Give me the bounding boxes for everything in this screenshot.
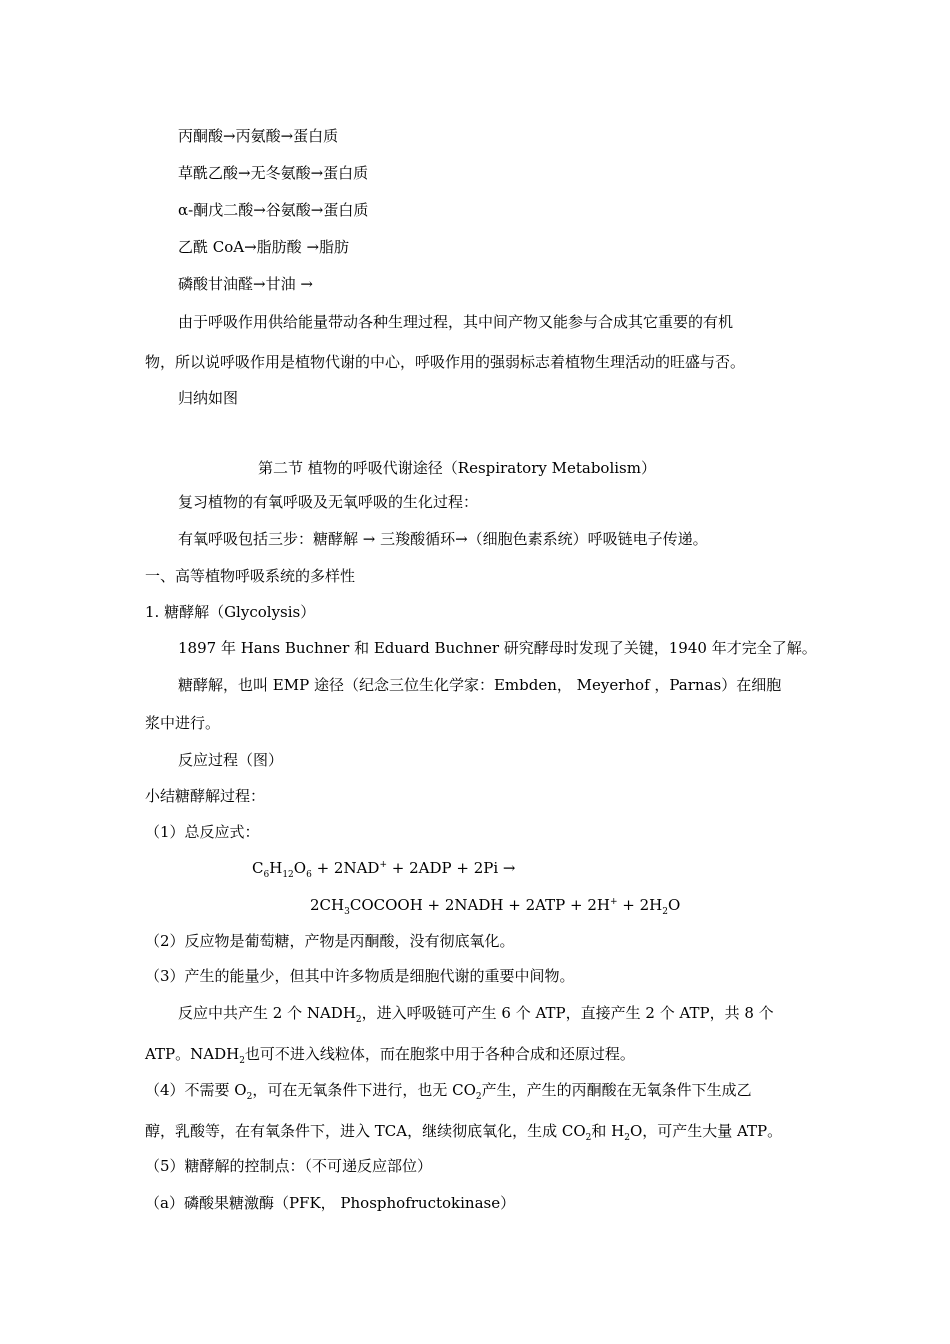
reaction-process: 反应过程（图）: [178, 751, 284, 769]
history-sentence: 1897 年 Hans Buchner 和 Eduard Buchner 研究酵母时发现了关键，1940 年才完全了解。: [178, 639, 817, 657]
pathway-line-3: α-酮戊二酸→谷氨酸→蛋白质: [178, 201, 369, 219]
item-2: （2）反应物是葡萄糖，产物是丙酮酸，没有彻底氧化。: [145, 932, 515, 950]
section-title: 第二节 植物的呼吸代谢途径（Respiratory Metabolism）: [258, 459, 656, 477]
item-5: （5）糖酵解的控制点：（不可递反应部位）: [145, 1157, 433, 1175]
summary-heading: 小结糖酵解过程：: [145, 787, 266, 805]
paragraph-respiration-line2: 物，所以说呼吸作用是植物代谢的中心，呼吸作用的强弱标志着植物生理活动的旺盛与否。: [145, 353, 746, 371]
review-sentence: 复习植物的有氧呼吸及无氧呼吸的生化过程：: [178, 493, 479, 511]
item-1-overall-reaction: （1）总反应式：: [145, 823, 260, 841]
pathway-line-4: 乙酰 CoA→脂肪酸 →脂肪: [178, 238, 350, 256]
emp-line2: 浆中进行。: [145, 714, 221, 732]
equation-line-1: $C_6H_{12}O_6 + 2NAD^+ + 2ADP + 2Pi$ →: [252, 859, 516, 880]
heading-diversity: 一、高等植物呼吸系统的多样性: [145, 567, 356, 585]
item-4-line1: （4）不需要 $O_2$，可在无氧条件下进行，也无 $CO_2$产生，产生的丙酮酸在无氧条件下生成乙: [145, 1081, 752, 1102]
emp-line1: 糖酵解，也叫 EMP 途径（纪念三位生化学家：Embden， Meyerhof ，Parnas）在细胞: [178, 676, 782, 694]
heading-glycolysis: 1. 糖酵解（Glycolysis）: [145, 603, 316, 621]
item-4-line2: 醇，乳酸等，在有氧条件下，进入 TCA，继续彻底氧化，生成 $CO_2$和 $H_2O$，可产生大量 ATP。: [145, 1122, 783, 1143]
item-3: （3）产生的能量少，但其中许多物质是细胞代谢的重要中间物。: [145, 967, 575, 985]
pathway-line-5: 磷酸甘油醛→甘油 →: [178, 275, 313, 293]
paragraph-respiration-line1: 由于呼吸作用供给能量带动各种生理过程，其中间产物又能参与合成其它重要的有机: [178, 313, 734, 331]
summary-figure-note: 归纳如图: [178, 389, 239, 407]
pathway-line-2: 草酰乙酸→无冬氨酸→蛋白质: [178, 164, 369, 182]
nadh-line2: ATP。$NADH_2$也可不进入线粒体，而在胞浆中用于各种合成和还原过程。: [145, 1045, 635, 1066]
nadh-line1: 反应中共产生 2 个 $NADH_2$，进入呼吸链可产生 6 个 ATP，直接产生 2 个 ATP，共 8 个: [178, 1004, 774, 1025]
item-5a-pfk: （a）磷酸果糖激酶（PFK， Phosphofructokinase）: [145, 1194, 516, 1212]
aerobic-steps: 有氧呼吸包括三步：糖酵解 → 三羧酸循环→（细胞色素系统）呼吸链电子传递。: [178, 530, 708, 548]
pathway-line-1: 丙酮酸→丙氨酸→蛋白质: [178, 127, 339, 145]
equation-line-2: $2CH_3COCOOH$ + 2NADH + $2ATP + 2H^+ + 2H_2O$: [310, 896, 681, 917]
